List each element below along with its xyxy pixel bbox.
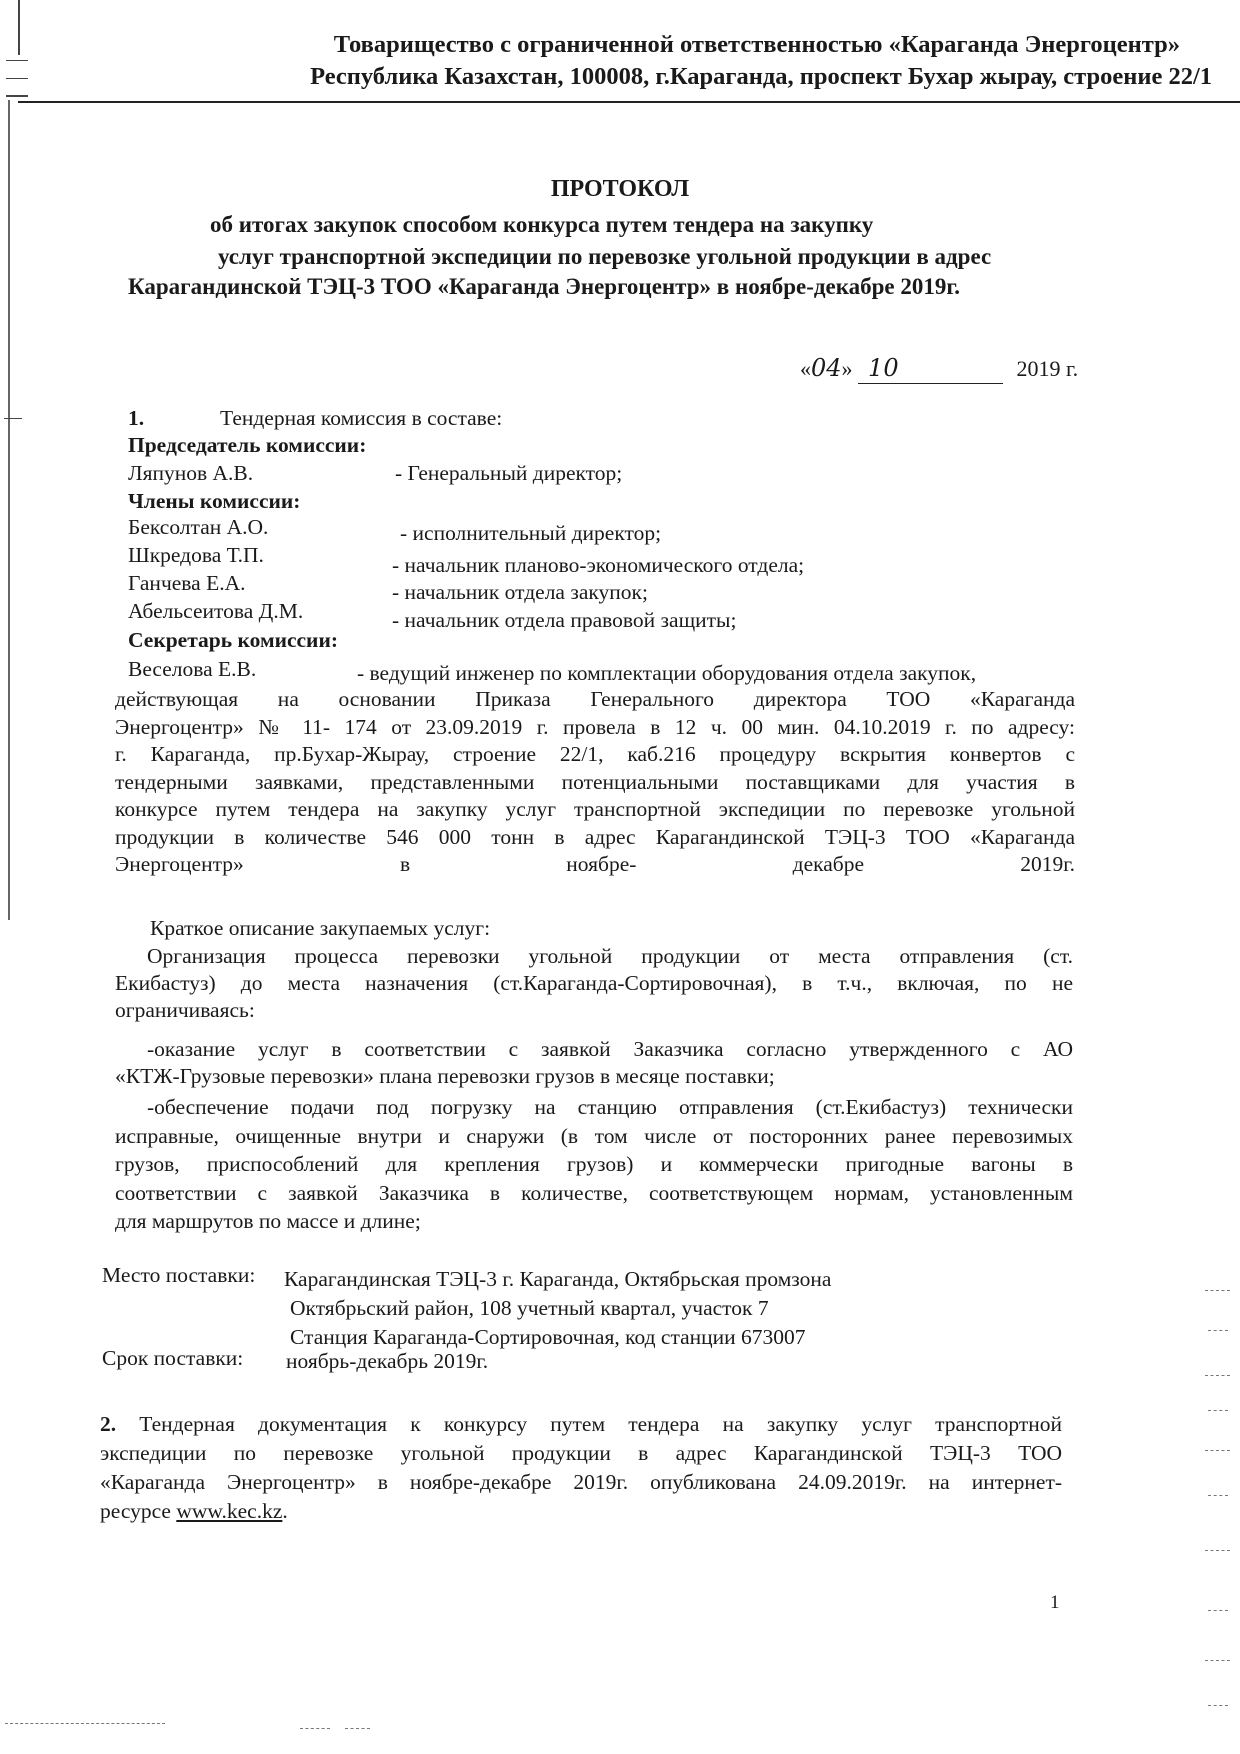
section-2-number: 2. [100, 1412, 117, 1436]
description-paragraph [115, 943, 1073, 1024]
description-line: ограничиваясь: [115, 998, 255, 1022]
chairman-role: - Генеральный директор; [395, 461, 623, 485]
member-role: - начальник отдела закупок; [392, 580, 648, 604]
date-month-handwritten: 10 [868, 354, 899, 382]
description-line: -обеспечение подачи под погрузку на станцию отправления (ст.Екибастуз) технически [147, 1095, 1073, 1119]
members-heading: Члены комиссии: [128, 489, 301, 513]
section-1-paragraph [115, 686, 1075, 879]
member-name: Бексолтан А.О. [128, 515, 269, 539]
website-link[interactable]: www.kec.kz [176, 1499, 283, 1523]
description-item-2 [115, 1093, 1073, 1236]
secretary-role: - ведущий инженер по комплектации оборудования отдела закупок, [357, 661, 977, 685]
section-2-line: экспедиции по перевозке угольной продукции в адрес Карагандинской ТЭЦ-3 ТОО [100, 1441, 1062, 1465]
member-role: - начальник планово-экономического отдела; [392, 553, 805, 577]
description-line: Екибастуз) до места назначения (ст.Караганда-Сортировочная), в т.ч., включая, по не [115, 971, 1073, 995]
delivery-place-label: Место поставки: [102, 1263, 256, 1287]
scan-margin-mark [1208, 1410, 1228, 1411]
scan-margin-mark [1208, 1330, 1228, 1331]
document-date [800, 355, 1078, 384]
section-2-line: ресурсе www.kec.kz. [100, 1499, 288, 1523]
section-1-number: 1. [128, 406, 145, 430]
scan-margin-mark [1208, 1495, 1228, 1496]
section-2-line: 2. Тендерная документация к конкурсу путем тендера на закупку услуг транспортной [100, 1412, 1062, 1436]
section-2-paragraph [100, 1410, 1062, 1526]
member-name: Шкредова Т.П. [128, 543, 264, 567]
description-line: -оказание услуг в соответствии с заявкой Заказчика согласно утвержденного с АО [147, 1037, 1073, 1061]
delivery-place-line: Станция Караганда-Сортировочная, код станции 673007 [290, 1325, 806, 1349]
paragraph-line: г. Караганда, пр.Бухар-Жырау, строение 22/1, каб.216 процедуру вскрытия конвертов с [115, 742, 1075, 766]
company-name: Товарищество с ограниченной ответственностью «Караганда Энергоцентр» [333, 31, 1180, 58]
delivery-place-line: Карагандинская ТЭЦ-3 г. Караганда, Октябрьская промзона [284, 1267, 832, 1291]
section-1-intro: Тендерная комиссия в составе: [220, 406, 503, 430]
delivery-place-line: Октябрьский район, 108 учетный квартал, участок 7 [290, 1296, 769, 1320]
chairman-heading: Председатель комиссии: [128, 433, 367, 457]
company-address: Республика Казахстан, 100008, г.Караганда, проспект Бухар жырау, строение 22/1 [310, 63, 1212, 90]
scan-margin-mark [1208, 1705, 1228, 1706]
description-heading: Краткое описание закупаемых услуг: [150, 916, 491, 940]
date-year: 2019 г. [1016, 356, 1079, 381]
scan-bottom-mark [345, 1728, 370, 1729]
member-name: Ганчева Е.А. [128, 571, 246, 595]
chairman-name: Ляпунов А.В. [128, 461, 254, 485]
paragraph-line: продукции в количестве 546 000 тонн в адрес Карагандинской ТЭЦ-3 ТОО «Караганда [115, 824, 1075, 849]
scan-margin-mark [4, 418, 22, 419]
delivery-term-value: ноябрь-декабрь 2019г. [286, 1349, 489, 1373]
scan-margin-mark [1205, 1290, 1230, 1291]
paragraph-line: Энергоцентр» в ноябре- декабре 2019г. [115, 852, 1075, 876]
section-2-line: «Караганда Энергоцентр» в ноябре-декабре 2019г. опубликована 24.09.2019г. на интернет- [100, 1470, 1062, 1494]
scan-margin-mark [6, 60, 28, 61]
paragraph-line: действующая на основании Приказа Генерального директора ТОО «Караганда [115, 687, 1075, 711]
secretary-heading: Секретарь комиссии: [128, 628, 338, 652]
scan-bottom-mark [5, 1723, 165, 1724]
description-line: для маршрутов по массе и длине; [115, 1209, 421, 1233]
description-line: «КТЖ-Грузовые перевозки» плана перевозки грузов в месяце поставки; [115, 1064, 775, 1088]
date-open-quote: « [800, 356, 811, 381]
description-line: Организация процесса перевозки угольной продукции от места отправления (ст. [147, 944, 1073, 968]
scan-margin-mark [1205, 1450, 1230, 1451]
title-line-1: об итогах закупок способом конкурса путем тендера на закупку [210, 212, 874, 237]
scan-bottom-mark [300, 1728, 330, 1729]
member-name: Абельсеитова Д.М. [128, 599, 304, 623]
member-role: - исполнительный директор; [400, 521, 662, 545]
scan-margin-mark [1205, 1660, 1230, 1661]
member-role: - начальник отдела правовой защиты; [392, 608, 737, 632]
description-item-1 [115, 1036, 1073, 1090]
page-number: 1 [1050, 1592, 1060, 1613]
paragraph-line: Энергоцентр» № 11- 174 от 23.09.2019 г. провела в 12 ч. 00 мин. 04.10.2019 г. по адресу: [115, 714, 1075, 739]
scan-margin-mark [6, 95, 28, 97]
scan-margin-mark [1205, 1550, 1230, 1551]
date-close-quote: » [841, 356, 853, 381]
scan-margin-mark [1208, 1610, 1228, 1611]
scan-margin-mark [1205, 1375, 1230, 1376]
description-line: грузов, приспособлений для крепления грузов) и коммерчески пригодные вагоны в [115, 1152, 1073, 1176]
paragraph-line: конкурсе путем тендера на закупку услуг транспортной экспедиции по перевозке угольной [115, 797, 1075, 821]
paragraph-line: тендерными заявками, представленными потенциальными поставщиками для участия в [115, 769, 1075, 794]
scan-margin-line [8, 100, 10, 920]
title-line-2: услуг транспортной экспедиции по перевозке угольной продукции в адрес [218, 244, 992, 269]
description-line: соответствии с заявкой Заказчика в количестве, соответствующем нормам, установленным [115, 1180, 1073, 1205]
delivery-term-label: Срок поставки: [102, 1346, 244, 1370]
date-day-handwritten: 04 [811, 354, 842, 382]
title-line-3: Карагандинской ТЭЦ-3 ТОО «Караганда Энергоцентр» в ноябре-декабре 2019г. [128, 274, 960, 299]
description-line: исправные, очищенные внутри и снаружи (в том числе от посторонних ранее перевозимых [115, 1123, 1073, 1148]
document-title: ПРОТОКОЛ [550, 176, 690, 202]
secretary-name: Веселова Е.В. [128, 657, 257, 681]
header-rule [18, 101, 1240, 103]
